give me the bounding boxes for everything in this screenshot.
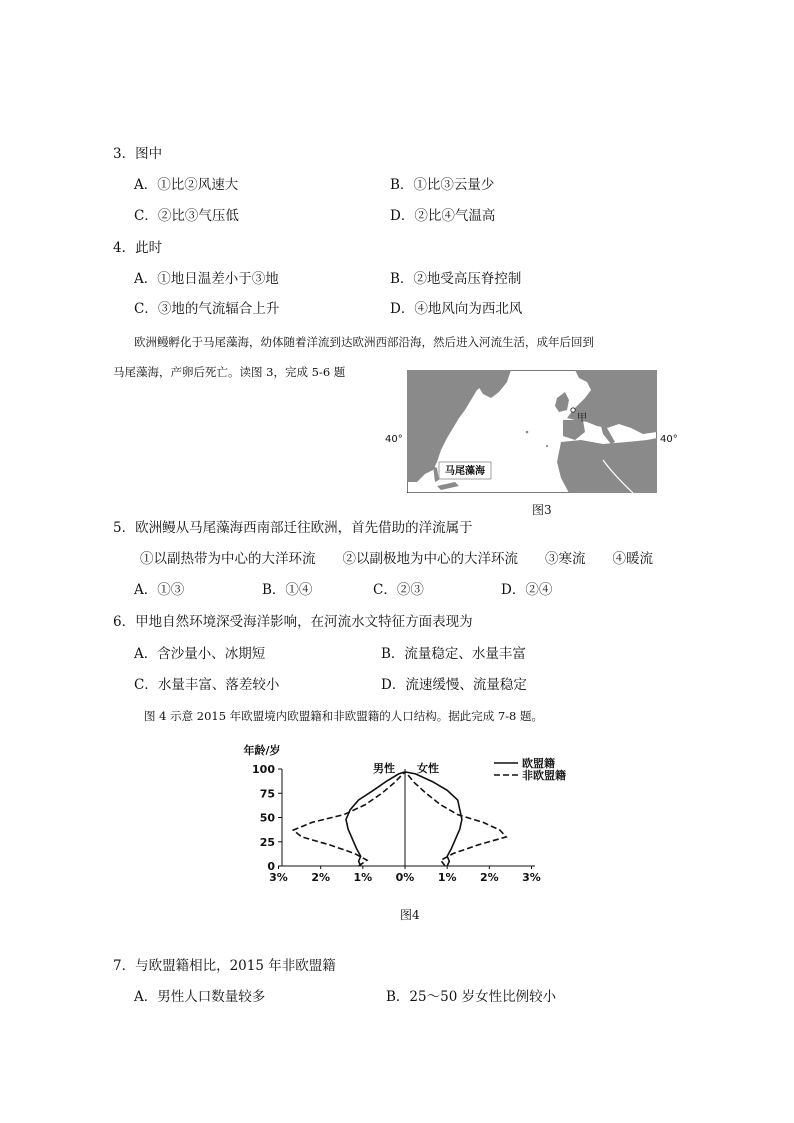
y-tick-label: 0 [267, 860, 275, 873]
q7-option-b: B．25～50 岁女性比例较小 [386, 989, 557, 1005]
q3-option-a: A．①比②风速大 [134, 177, 239, 193]
q6-option-b: B．流量稳定、水量丰富 [381, 646, 526, 662]
y-tick-label: 75 [259, 787, 275, 801]
y-tick-label: 50 [259, 811, 275, 825]
q4-option-b: B．②地受高压脊控制 [390, 271, 522, 287]
y-tick-label: 100 [252, 763, 275, 776]
x-tick-label: 2% [479, 871, 499, 884]
q3-option-d: D．②比④气温高 [390, 208, 496, 224]
q5-option-c: C．②③ [373, 582, 424, 598]
x-tick-label: 1% [437, 871, 457, 884]
q5-stem: 5．欧洲鳗从马尾藻海西南部迁往欧洲，首先借助的洋流属于 [113, 520, 473, 536]
non-eu-female-line [405, 772, 506, 866]
q4-option-c: C．③地的气流辐合上升 [134, 301, 280, 317]
q4-option-a: A．①地日温差小于③地 [134, 271, 279, 287]
female-label: 女性 [417, 762, 439, 775]
q5-choices: ①以副热带为中心的大洋环流 ②以副极地为中心的大洋环流 ③寒流 ④暖流 [140, 551, 653, 567]
q6-option-d: D．流速缓慢、流量稳定 [381, 677, 527, 693]
eu-male-line [346, 772, 405, 866]
q6-option-c: C．水量丰富、落差较小 [134, 677, 280, 693]
x-tick-label: 1% [353, 871, 373, 884]
passage1-line2: 马尾藻海，产卵后死亡。读图 3，完成 5-6 题 [113, 365, 346, 379]
azores-island [526, 431, 529, 434]
latitude-right: 40° [660, 434, 678, 445]
q4-stem: 4．此时 [113, 240, 163, 256]
place-jia-label: 甲 [577, 413, 587, 424]
x-tick-label: 0% [395, 871, 415, 884]
q3-option-b: B．①比③云量少 [390, 177, 495, 193]
latitude-left: 40° [385, 434, 403, 445]
x-tick-label: 3% [269, 871, 288, 884]
figure4-caption: 图4 [400, 908, 420, 922]
q3-option-c: C．②比③气压低 [134, 208, 239, 224]
male-label: 男性 [373, 762, 395, 775]
q4-option-d: D．④地风向为西北风 [390, 301, 523, 317]
y-tick-label: 25 [259, 835, 275, 849]
madeira-island [546, 445, 548, 447]
x-tick-label: 2% [311, 871, 331, 884]
passage1-line1: 欧洲鳗孵化于马尾藻海，幼体随着洋流到达欧洲西部沿海，然后进入河流生活，成年后回到 [134, 335, 594, 349]
eu-female-line [405, 772, 462, 866]
location-jia-marker [571, 408, 575, 412]
q7-option-a: A．男性人口数量较多 [134, 989, 266, 1005]
sea-label: 马尾藻海 [445, 466, 485, 477]
legend [494, 756, 566, 782]
legend-eu: 欧盟籍 [522, 757, 555, 770]
legend-non-eu: 非欧盟籍 [522, 769, 566, 782]
q5-option-a: A．①③ [134, 582, 185, 598]
q6-stem: 6．甲地自然环境深受海洋影响，在河流水文特征方面表现为 [113, 614, 473, 630]
x-tick-label: 3% [522, 871, 541, 884]
q7-stem: 7．与欧盟籍相比，2015 年非欧盟籍 [113, 958, 336, 974]
q5-option-b: B．①④ [262, 582, 313, 598]
q5-option-d: D．②④ [501, 582, 553, 598]
y-axis-label: 年龄/岁 [243, 744, 281, 757]
non-eu-male-line [293, 772, 405, 866]
figure3-caption: 图3 [532, 503, 552, 517]
q3-stem: 3．图中 [113, 146, 163, 162]
population-pyramid-chart [240, 742, 590, 892]
passage2-line1: 图 4 示意 2015 年欧盟境内欧盟籍和非欧盟籍的人口结构。据此完成 7-8 题。 [144, 709, 544, 723]
figure3-map [407, 370, 657, 493]
q6-option-a: A．含沙量小、冰期短 [134, 646, 266, 662]
